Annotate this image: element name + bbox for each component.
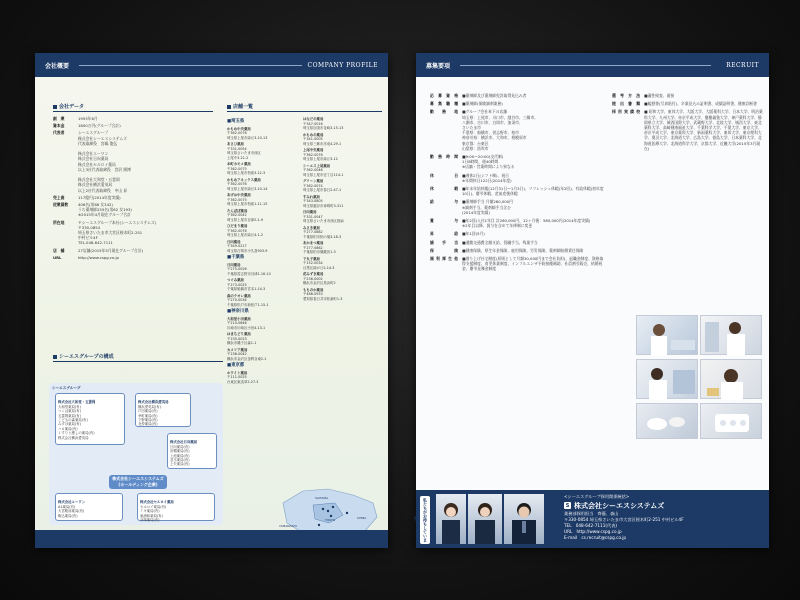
- store-address: 〒347-0016 埼玉県加須市花崎3-15-13: [303, 121, 344, 130]
- contact-url[interactable]: URL http://www.cspg.co.jp: [564, 529, 622, 534]
- company-data-value: 117億円(2014年度実績): [78, 194, 121, 200]
- store-name: はなだの薬局: [303, 117, 324, 121]
- holding-company-box: 株式会社シーエスシステムズ (ホールディング企業): [109, 475, 167, 489]
- requirement-row: [612, 109, 764, 151]
- store-name: あげお中央薬局: [227, 193, 251, 197]
- store-item: [303, 195, 381, 209]
- store-name: 日向薬局: [303, 210, 317, 214]
- store-name: かもめの薬局: [303, 132, 324, 137]
- contact-email[interactable]: E-mail cs.recruit@cspg.co.jp: [564, 535, 627, 540]
- store-prefecture-heading: ■東京都: [227, 363, 245, 368]
- header-title-jp: 募集要項: [426, 62, 451, 70]
- store-address: 〒362-0042 埼玉県上尾市谷津2-1-9: [227, 213, 264, 222]
- store-item: [227, 348, 299, 362]
- store-item: [227, 332, 299, 346]
- store-name: すみれ薬局: [303, 194, 320, 199]
- diagram-box-celloi: 株式会社セルロイ薬局 セルロイ薬局(有) ミキ薬局(有) 東浦和薬局(有) 谷塚薬局(有): [137, 493, 215, 521]
- store-prefecture-heading: ■埼玉県: [227, 119, 245, 124]
- store-address: 〒270-0034 千葉県松戸市新松戸1-15-1: [227, 298, 269, 307]
- store-name: 大和堂小田薬局: [227, 316, 251, 321]
- requirement-row: [430, 173, 606, 183]
- requirement-key: 募集職種: [430, 101, 458, 107]
- company-data-value: 27店舗(2015年5月現在グループ合計): [78, 247, 144, 253]
- store-name: はまちどり薬局: [227, 332, 251, 336]
- company-data-key: 所在地: [53, 219, 65, 225]
- company-data-row: [53, 220, 213, 246]
- store-item: [227, 142, 299, 160]
- store-item: [303, 179, 381, 193]
- recruit-page: [413, 53, 769, 548]
- store-address: 〒349-0217 埼玉県白岡市小久喜903-9: [227, 244, 268, 253]
- photo-pharmacist-smiling: [700, 315, 762, 355]
- requirement-key: 諸手当: [430, 239, 458, 245]
- company-data-value: 1993年6月: [78, 116, 98, 121]
- store-item: [227, 294, 299, 308]
- store-address: 〒486-0933 愛知県春日井市松新町1-3: [303, 292, 343, 301]
- company-data-key: 売上高: [53, 194, 65, 200]
- store-address: 〒236-0042 横浜市金沢区釜利谷東2-1: [227, 352, 267, 361]
- company-data-row: [53, 195, 213, 200]
- company-data-key: 資本金: [53, 123, 65, 129]
- requirement-value: ■履歴書(写真貼付)、卒業見込み証明書、成績証明書、健康診断書: [644, 101, 757, 107]
- store-item: [227, 278, 299, 292]
- store-address: 〒111-0025 台東区東浅草2-27-3: [227, 375, 259, 384]
- store-item: [227, 193, 299, 207]
- store-address: 〒343-0805 埼玉県越谷市神明町3-311: [303, 199, 344, 208]
- store-item: [303, 210, 381, 224]
- header-rule: [79, 65, 302, 66]
- contact-phone: TEL 048-642-7111(代表): [564, 523, 618, 528]
- company-data-row: [53, 116, 213, 121]
- staff-photo-man: [504, 494, 544, 544]
- company-data-key: 代表者: [53, 130, 65, 136]
- staff-photo-woman: [436, 494, 466, 544]
- requirement-row: [430, 199, 606, 215]
- store-item: [227, 209, 299, 223]
- requirement-row: [430, 248, 606, 253]
- store-list-section: [227, 103, 382, 116]
- store-name: ひだまり薬局: [227, 224, 248, 228]
- store-item: [303, 272, 381, 286]
- store-address: 〒362-0076 埼玉県上尾市緑丘3-10-13: [227, 131, 268, 140]
- requirement-value: ■適性検査、面接: [644, 93, 675, 98]
- store-item: [303, 133, 381, 147]
- requirement-key: 提出書類: [612, 101, 640, 107]
- store-list-heading: 店舗一覧: [227, 103, 382, 112]
- requirement-row: [612, 101, 764, 106]
- square-bullet-icon: [53, 105, 57, 109]
- requirement-row: [430, 218, 606, 228]
- store-list-column-2: [303, 117, 381, 303]
- requirement-value: ■健康保険、厚生年金保険、雇用保険、労災保険、薬剤師賠償責任保険: [462, 247, 584, 253]
- header-title-jp: 会社概要: [45, 62, 70, 70]
- requirement-key: 休日: [430, 172, 458, 178]
- store-name: みさき薬局: [303, 225, 320, 230]
- company-data-key: 店 舗: [53, 247, 65, 253]
- requirement-value: ■薬剤師及び薬剤師免許取得見込み者: [462, 93, 527, 98]
- diagram-box-yokohama: 株式会社横浜愛英局 横浜愛英局(有) 戸田薬局(有) 幸町薬局(有) 下野薬局(有) 北仲薬局(有): [135, 393, 191, 427]
- store-name: 花みずき薬局: [303, 272, 324, 276]
- store-item: [303, 288, 381, 302]
- requirements-list-2: [612, 93, 764, 154]
- store-name: もものか薬局: [303, 287, 324, 292]
- company-profile-page: [35, 53, 388, 548]
- group-diagram: [49, 383, 223, 525]
- company-data-value: 406名(男66 女342) うち薬剤師255名(男62 女193) ※2015年4月現在グループ合計: [78, 202, 132, 218]
- photo-pharmacist-counter: [636, 315, 698, 355]
- contact-vertical-label: 私たちがお待ちしています。: [413, 498, 428, 542]
- requirement-row: [430, 154, 606, 170]
- store-address: 〒275-0026 千葉県習志野市谷津1-16-10: [227, 267, 271, 276]
- company-data-row: [53, 248, 213, 253]
- contact-address: 〒330-0854 埼玉県さいたま市大宮区桜木町2-251 中村ビル4F: [564, 517, 684, 522]
- company-data-row: [53, 123, 213, 128]
- requirement-row: [430, 256, 606, 272]
- store-prefecture-heading: ■神奈川県: [227, 309, 249, 314]
- store-name: 下丸子薬局: [303, 256, 320, 261]
- requirement-value: ■薬剤師手当 月額280,000円 ※調剤手当、薬剤師手当含む (2014年度実績): [462, 199, 513, 215]
- company-data-heading: 会社データ: [53, 103, 213, 112]
- map-label-chiba: CHIBA: [357, 516, 367, 520]
- store-address: 〒362-0075 埼玉県上尾市柏座3-12-3: [227, 166, 266, 175]
- photo-tablets: [700, 403, 762, 439]
- store-name: あかまつ薬局: [303, 241, 324, 245]
- requirement-value: ■グループ会社傘下の店舗 埼玉県：上尾市、川口市、越谷市、三郷市、 八潮市、吉川市、白岡市、加須市、 さいたま市 千葉県：船橋市、習志野市、柏市 神奈川県：横浜市、大和市、相模原市 東京都：台東区 山梨県：笛吹市: [462, 109, 538, 151]
- store-address: 〒362-0075 埼玉県上尾市柏座1-11-15: [227, 197, 268, 206]
- store-address: 〒362-0046 埼玉県上尾市壱丁目114-1: [303, 168, 344, 177]
- store-item: [227, 127, 299, 141]
- store-name: 上尾中央薬局: [303, 148, 324, 152]
- store-name: 日向薬局: [227, 262, 241, 267]
- store-item: [303, 164, 381, 178]
- store-name: かもめ中央薬局: [227, 126, 251, 131]
- store-item: [303, 257, 381, 271]
- requirement-value: ■年2回(入社1年目 計260,000円、12ヶ月後：580,000円(2014年度実績) ※2年目以降、賞与を含めて年俸制に変更: [462, 218, 591, 229]
- requirement-row: [430, 109, 606, 151]
- store-item: [227, 224, 299, 238]
- diagram-box-a-one: 株式会社エーワン A1薬局(有) 大宮駅前薬局(有) 駒込薬局(有): [55, 493, 123, 521]
- requirement-key: 給与: [430, 199, 458, 205]
- store-item: [227, 263, 299, 277]
- requirement-key: 保険: [430, 247, 458, 253]
- contact-heading: <シーエスグループ採用関係統括>: [564, 494, 630, 499]
- square-bullet-icon: [227, 105, 231, 109]
- company-data-key: 従業員数: [53, 202, 69, 208]
- store-name: かもめアネックス薬局: [227, 177, 261, 182]
- store-address: 〒331-0047 埼玉県さいたま市西区指扇: [303, 214, 344, 223]
- group-heading: シーエスグループの構成: [53, 353, 223, 362]
- company-data-row: [53, 255, 213, 260]
- store-item: [227, 371, 299, 385]
- requirement-value: ■借り上げ社宅制度(原則として月額30,000円まで会社負担)、退職金制度、資格取得支援制度、育児休業制度、インフルエンザ予防接種補助、社員割引販売、結婚祝金、慶弔見舞金制度: [462, 256, 604, 272]
- requirement-value: ■9:00～20:00(交代制) 1日8時間、週40時間 ※店舗・営業時間により異なる: [462, 154, 515, 170]
- store-name: 森のクオレ薬局: [227, 293, 251, 298]
- store-name: ホワイト薬局: [227, 370, 248, 375]
- store-address: 〒152-0034 目黒区緑が丘2-14-3: [303, 261, 335, 270]
- company-data-key: URL: [53, 254, 62, 260]
- store-name: つぐみ薬局: [227, 278, 244, 282]
- photo-medicine: [700, 359, 762, 399]
- store-name: シーエス上尾薬局: [303, 163, 331, 168]
- store-name: 日向薬局: [227, 239, 241, 244]
- store-address: 〒362-0074 埼玉県上尾市春日2-47-1: [303, 183, 342, 192]
- requirement-key: 賞与: [430, 218, 458, 224]
- group-section: [53, 353, 223, 366]
- store-address: 〒210-0846 川崎市川崎区小田4-13-1: [227, 321, 266, 330]
- store-name: あさひ薬局: [227, 142, 244, 146]
- store-item: [227, 317, 299, 331]
- store-item: [227, 178, 299, 192]
- store-list-column-1: [227, 117, 299, 386]
- store-address: 〒341-0005 埼玉県三郷市彦成4-29-1: [303, 137, 342, 146]
- requirement-row: [430, 101, 606, 106]
- diagram-box-daiwado: 株式会社大和堂・五霊岡 大和堂薬局(有) つくば薬局(有) 五霊岡薬局(有) こどもの森薬局(有) みずほ薬局(有) ハロ薬局(有) くすりと癒しの薬局(有) 株式会社横浜愛英局: [55, 393, 125, 445]
- company-data-row: [53, 202, 213, 218]
- company-data-value: 1800万円(グループ合計): [78, 123, 121, 129]
- header-title-en: RECRUIT: [726, 61, 759, 69]
- store-name: 本町カモメ薬局: [227, 162, 251, 166]
- requirement-key: 勤務地: [430, 109, 458, 115]
- requirement-value: ■ 昭和大学、東邦大学、大阪大学、大阪薬科大学、日本大学、明治薬科大学、九州大学、帝京平成大学、慶應義塾大学、神戸薬科大学、静岡県立大学、城西国際大学、武蔵野大学、北陸大学、城西大学、東北薬科大学、高崎健康福祉大学、千葉科学大学、千葉大学、東京大学、帝京平成大学、東京薬科大学、新潟薬科大学、東邦大学、東京理科大学、奥羽大学、北海道大学、広島大学、徳島大学、日本薬科大学、北海道医療大学、北海道科学大学、京都大学、近畿大学(2015年3月現在): [644, 109, 763, 151]
- company-profile-header: [35, 53, 388, 77]
- requirement-value: ■通勤交通費全額支給、役職手当、残業手当: [462, 239, 538, 245]
- requirement-key: 応募資格: [430, 93, 458, 98]
- requirement-row: [430, 240, 606, 245]
- map-label-tokyo: TOKYO: [325, 518, 336, 522]
- store-prefecture-heading: ■千葉県: [227, 255, 245, 260]
- recruit-header: [416, 53, 769, 77]
- requirement-key: 休暇: [430, 186, 458, 192]
- requirement-key: 勤務時間: [430, 154, 458, 160]
- store-address: 〒362-0076 埼玉県上尾市緑丘3-12: [303, 152, 338, 161]
- company-data-value: http://www.cspg.co.jp: [78, 254, 119, 260]
- requirement-row: [430, 186, 606, 196]
- company-data-section: [53, 103, 213, 262]
- header-rule: [460, 65, 711, 66]
- store-name: たんぽぽ薬局: [227, 208, 248, 213]
- requirement-key: 昇給: [430, 231, 458, 237]
- map-label-yamanashi: YAMANASHI: [279, 524, 297, 528]
- requirement-key: 選考方法: [612, 93, 640, 98]
- left-footer-bar: [35, 530, 388, 548]
- store-item: [303, 148, 381, 162]
- requirement-value: ■年1回(5月): [462, 231, 485, 237]
- store-address: 〒362-0076 埼玉県上尾市緑丘3-10-14: [227, 182, 268, 191]
- photo-dispensing: [636, 359, 698, 399]
- contact-panel: [413, 490, 769, 548]
- requirement-key: 福利厚生他: [430, 256, 458, 262]
- diagram-label: シーエスグループ: [52, 386, 81, 390]
- company-data-value: シーエスグループ 株式会社シーエスシステムズ 代表取締役 宮嶋 俊弘 株式会社エーワン 株式会社日向薬局 株式会社セルロイ薬局 以上3社代表取締役 宮沢 勝博 株式会社大和堂・五霊岡 株式会社横浜愛英局 以上2社代表取締役 中山 昇: [78, 130, 131, 193]
- requirement-key: 採用実績校: [612, 109, 640, 115]
- store-address: 〒235-0023 横浜市磯子区森1-1: [227, 336, 257, 345]
- company-data-value: 〒シーエスグループ本社(シーエスシステムズ) 〒330-0854 埼玉県さいたま市大宮区桜木町2-251 中村ビル4F TEL.048-642-7111: [78, 219, 157, 246]
- company-data-row: [53, 130, 213, 192]
- contact-person: 業務部採用担当 齊藤、森山: [564, 511, 619, 516]
- requirement-value: ■週休2日(シフト制)、祝日 ※年間休日122日(2014年度): [462, 172, 512, 183]
- square-bullet-icon: [53, 355, 57, 359]
- store-item: [303, 117, 381, 131]
- company-logo-icon: S: [565, 502, 570, 509]
- store-item: [303, 226, 381, 240]
- staff-photo-woman-2: [468, 494, 502, 544]
- photo-capsules: [636, 403, 698, 439]
- requirement-value: ■年末年始休暇(12月31日～1月3日)、リフレッシュ休暇(年2回)、有給休暇(初年度10日)、慶弔休暇、産前産後休暇: [462, 186, 604, 197]
- company-data-list: [53, 116, 213, 260]
- store-name: グリーン薬局: [303, 179, 324, 183]
- contact-info: [564, 494, 763, 541]
- requirements-list: [430, 93, 606, 275]
- requirement-row: [430, 231, 606, 236]
- store-address: 〒362-0076 埼玉県上尾市緑丘4-1-2: [227, 228, 264, 237]
- store-item: [227, 162, 299, 176]
- store-address: 〒331-0054 埼玉県さいたま市西区 上尾中3-21-2: [227, 146, 261, 160]
- diagram-box-hinata: 株式会社日向薬局 日向薬局(有) 岩槻薬局(有) 上池薬局(有) 並木薬局(有) 上矢薬局(有): [167, 433, 217, 469]
- store-address: 〒236-0002 横浜市金沢区鳥浜町2: [303, 276, 336, 285]
- requirement-value: ■薬剤師(保険調剤業務): [462, 101, 503, 107]
- store-address: 〒277-0862 千葉県柏市篠籠田1-3: [303, 245, 336, 254]
- requirement-row: [612, 93, 764, 98]
- requirement-row: [430, 93, 606, 98]
- contact-company: S 株式会社シーエスシステムズ: [565, 501, 665, 510]
- company-data-key: 創 業: [53, 116, 65, 121]
- map-label-saitama: SAITAMA: [315, 496, 329, 500]
- header-title-en: COMPANY PROFILE: [307, 61, 378, 69]
- store-item: [303, 241, 381, 255]
- store-address: 〒277-0882 千葉県柏市柏の葉3-18-3: [303, 230, 342, 239]
- store-name: カメリア薬局: [227, 347, 248, 352]
- store-address: 〒273-0025 千葉県船橋市宮本1-14-3: [227, 282, 266, 291]
- store-item: [227, 240, 299, 254]
